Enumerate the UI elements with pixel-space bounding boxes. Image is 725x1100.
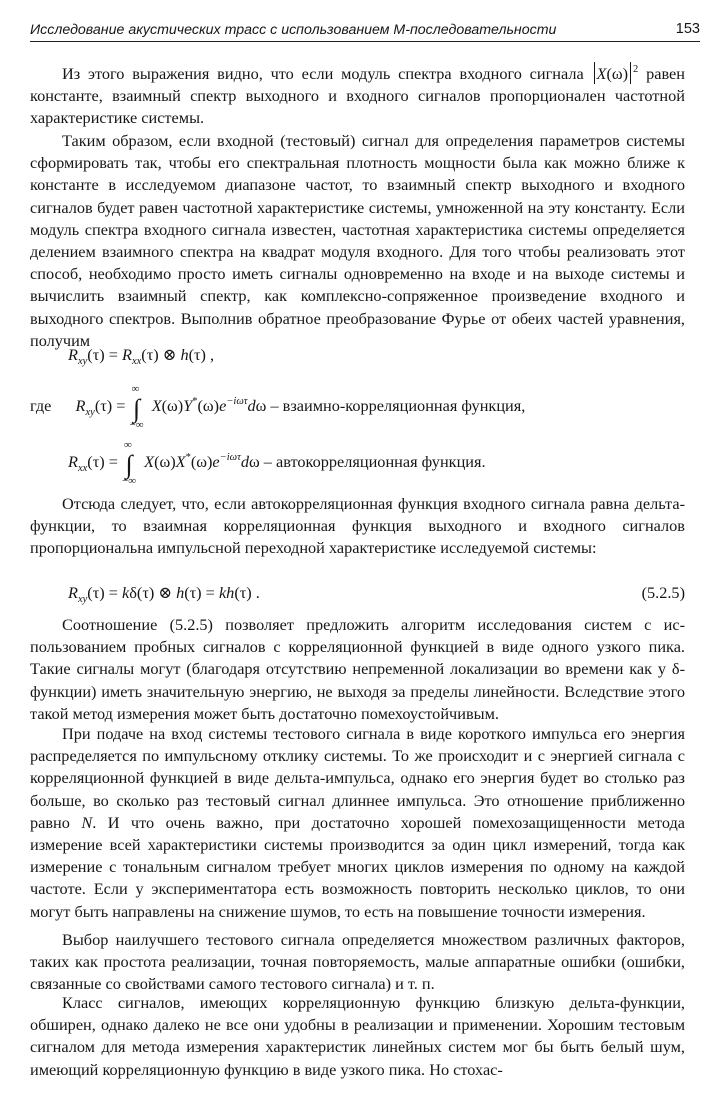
integral-sign: ∫ ∞ −∞	[129, 383, 144, 431]
where-label: где	[30, 396, 52, 415]
equation-autocorrelation: $R_{xx}(\tau)$ = ∫ ∞ −∞ $X(\omega)X^*(\omega)e^{-i\omega\tau}d\omega$ – автокорреляционная функция.	[68, 439, 486, 487]
equation-5-2-5: $R_{xy}(\tau) = k\delta(\tau)$ ⊗ h(τ) = kh(τ) . (5.2.5)	[68, 583, 685, 605]
paragraph-3	[30, 493, 685, 560]
para5-text-continued: . И что очень важно, при достаточно хорошей помехозащищенности метода измерение всей характеристики системы производится за один цикл измерений, тогда как измерение с тональным сигналом требует многих циклов измерения по одному на каждой частоте. Если у экспериментатора есть возможность повторить несколько циклов, то они могут быть направлены на снижение шумов, то есть на повышение точности измерения.	[30, 812, 685, 921]
para4-text: Соотношение (5.2.5) позволяет предложить алгоритм исследования систем с использованием пробных сигналов с корреляционной функцией в виде одного узкого пика. Такие сигналы могут (благодаря отсутствию непременной локализации во времени как у δ-функции) иметь значительную энергию, не выходя за пределы линейности. Вследствие этого такой метод измерения может быть достаточно помехоустойчивым.	[30, 615, 685, 723]
equation-convolution: $R_{xy}(\tau) = R_{xx}(\tau)$ ⊗ h(τ) ,	[68, 345, 215, 367]
paragraph-1	[30, 59, 685, 130]
paragraph-2	[30, 130, 685, 352]
paragraph-5	[30, 723, 685, 923]
para2-text: Таким образом, если входной (тестовый) сигнал для определения параметров системы сформировать так, чтобы его спектральная плотность мощности была как можно ближе к константе в исследуемом диапазоне частот, то взаимный спектр выходного и входного сигналов будет равен частотной характеристике системы, умноженной на эту константу. Если модуль спектра входного сигнала известен, частотная характеристика системы определяется делением взаимного спектра на квадрат модуля входного. Для того чтобы реализовать этот способ, необходимо просто иметь сигналы одновременно на входе и на выходе системы и вычислить взаимный спектр, как комплексно-сопряженное произведение входного и выходного спектров. Выполнив обратное преобразование Фурье от обеих частей уравнения, получим	[30, 131, 685, 350]
eq3-description: – автокорреляционная функция.	[263, 452, 486, 471]
para7-text: Класс сигналов, имеющих корреляционную функцию близкую дельта-функции, обширен, однако далеко не все они удобны в реализации и применении. Хорошим тестовым сигналом для метода измерения характеристик линейных систем мог бы быть белый шум, имеющий корреляционную функцию в виде узкого пика. Но стохас-	[30, 993, 685, 1079]
variable-n: N	[81, 812, 93, 832]
header-rule	[30, 41, 700, 42]
equation-number: (5.2.5)	[641, 583, 685, 602]
inline-formula-spectrum-modulus: X(ω) $^2$	[592, 64, 639, 83]
paragraph-4	[30, 614, 685, 725]
eq2-description: – взаимно-корреляционная функция,	[270, 396, 526, 415]
paragraph-7	[30, 992, 685, 1081]
para1-text-continued: равен константе, взаимный спектр выходного и входного сигналов пропорционален частотной характеристике системы.	[30, 64, 685, 128]
para6-text: Выбор наилучшего тестового сигнала определяется множеством различных факторов, таких как простота реализации, точная повторяемость, малые аппаратные ошибки (ошибки, связанные со свойствами самого тестового сигнала) и т. п.	[30, 930, 685, 994]
integral-sign: ∫ ∞ −∞	[122, 439, 137, 487]
para5-text: При подаче на вход системы тестового сигнала в виде короткого импульса его энергия распределяется по импульсному отклику системы. То же происходит и с энергией сигнала с корреляционной функцией в виде дельта-импульса, однако его энергия будет во столько раз больше, во сколько раз тестовый сигнал длиннее импульса. Это отношение приближенно равно	[30, 724, 685, 832]
para3-text: Отсюда следует, что, если автокорреляционная функция входного сигнала равна дельта-функции, то взаимная корреляционная функция выходного и входного сигналов пропорциональна импульсной переходной характеристике исследуемой системы:	[30, 494, 685, 558]
header-title: Исследование акустических трасс с использованием М-последовательности	[30, 22, 557, 38]
page-number: 153	[675, 21, 700, 37]
para1-text: Из этого выражения видно, что если модуль спектра входного сигнала	[62, 64, 584, 83]
paragraph-6	[30, 929, 685, 996]
equation-cross-correlation: где $R_{xy}(\tau)$ = ∫ ∞ −∞ $X(\omega)Y^*(\omega)e^{-i\omega\tau}d\omega$ – взаимно-корреляционная функция,	[30, 383, 526, 431]
running-header	[30, 12, 700, 42]
